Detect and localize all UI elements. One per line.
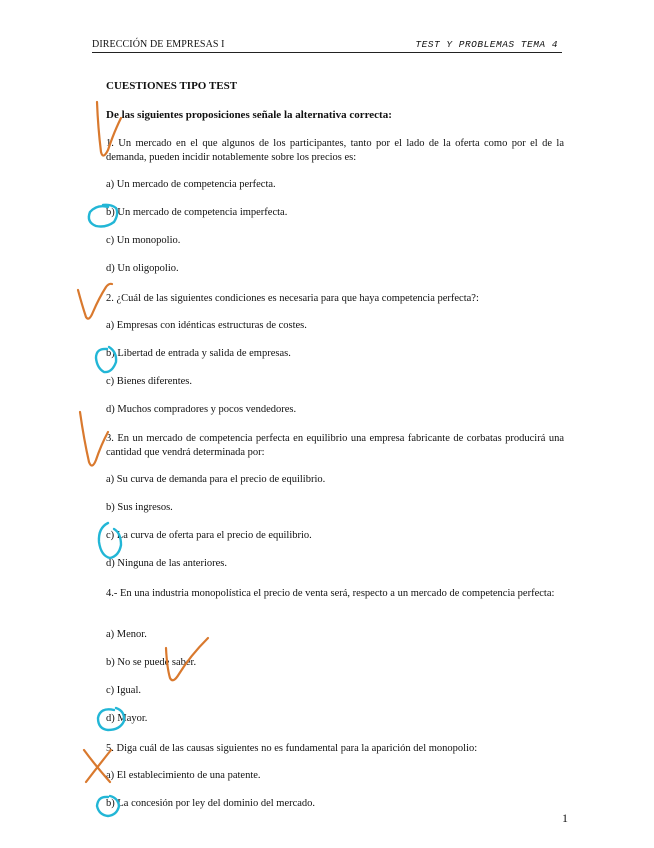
page-number: 1 — [562, 811, 568, 825]
q3-option-a: a) Su curva de demanda para el precio de equilibrio. — [106, 474, 326, 485]
q3-option-c: c) La curva de oferta para el precio de equilibrio. — [106, 530, 312, 541]
check-mark-q3-icon — [80, 412, 108, 466]
q2-option-a: a) Empresas con idénticas estructuras de costes. — [106, 320, 307, 331]
q1-option-c: c) Un monopolio. — [106, 235, 181, 246]
q4-option-d: d) Mayor. — [106, 713, 148, 724]
q1-option-d: d) Un oligopolio. — [106, 263, 179, 274]
question-4: 4.- En una industria monopolística el precio de venta será, respecto a un mercado de competencia perfecta: — [106, 588, 555, 599]
q1-option-b: b) Un mercado de competencia imperfecta. — [106, 207, 288, 218]
question-3: 3. En un mercado de competencia perfecta en equilibrio una empresa fabricante de corbatas producirá una cantidad que vendrá determinada por: — [106, 433, 564, 458]
q4-option-a: a) Menor. — [106, 629, 147, 640]
question-1: 1. Un mercado en el que algunos de los participantes, tanto por el lado de la oferta como por el de la demanda, pueden incidir notablemente sobre los precios es: — [106, 138, 564, 163]
question-5: 5. Diga cuál de las causas siguientes no es fundamental para la aparición del monopolio: — [106, 743, 478, 754]
q1-option-a: a) Un mercado de competencia perfecta. — [106, 179, 276, 190]
q5-option-b: b) La concesión por ley del dominio del mercado. — [106, 798, 316, 809]
section-title: CUESTIONES TIPO TEST — [106, 80, 238, 92]
q2-option-d: d) Muchos compradores y pocos vendedores. — [106, 404, 297, 415]
instructions: De las siguientes proposiciones señale la alternativa correcta: — [106, 109, 392, 121]
header-section-title: TEST Y PROBLEMAS TEMA 4 — [415, 39, 558, 50]
q3-option-b: b) Sus ingresos. — [106, 502, 173, 513]
q2-option-b: b) Libertad de entrada y salida de empresas. — [106, 348, 291, 359]
q3-option-d: d) Ninguna de las anteriores. — [106, 558, 228, 569]
q2-option-c: c) Bienes diferentes. — [106, 376, 193, 387]
header-course-title: DIRECCIÓN DE EMPRESAS I — [92, 39, 225, 50]
question-2: 2. ¿Cuál de las siguientes condiciones es necesaria para que haya competencia perfecta?: — [106, 293, 479, 304]
q4-option-b: b) No se puede saber. — [106, 657, 197, 668]
page-header — [92, 38, 562, 53]
q4-option-c: c) Igual. — [106, 685, 141, 696]
q5-option-a: a) El establecimiento de una patente. — [106, 770, 261, 781]
